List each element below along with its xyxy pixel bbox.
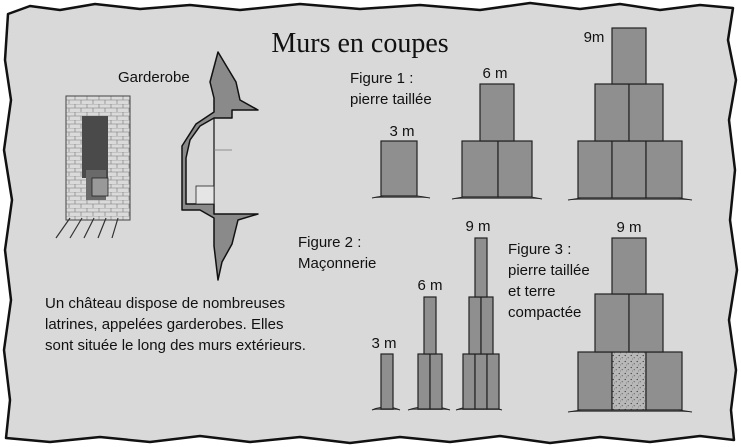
figure1-label-line-1: Figure 1 : — [350, 70, 414, 87]
figure3-label-line-4: compactée — [508, 304, 582, 321]
figure3-label-line-2: pierre taillée — [508, 262, 590, 279]
description-line-3: sont située le long des murs extérieurs. — [45, 337, 306, 354]
diagram-title: Murs en coupes — [271, 28, 449, 59]
figure2-wall-height-6m: 6 m — [417, 277, 443, 294]
figure1-label-line-2: pierre taillée — [350, 91, 432, 108]
description-line-1: Un château dispose de nombreuses — [45, 295, 286, 312]
figure3-label-line-1: Figure 3 : — [508, 241, 572, 258]
garderobe-label: Garderobe — [118, 69, 190, 86]
figure1-wall-height-6m: 6 m — [482, 65, 508, 82]
description-line-2: latrines, appelées garderobes. Elles — [45, 316, 284, 333]
garderobe-interior-illustration — [56, 96, 130, 238]
figure3-label-line-3: et terre — [508, 283, 556, 300]
figure1-wall-height-9m: 9m — [583, 29, 605, 46]
figure2-label-line-1: Figure 2 : — [298, 234, 362, 251]
figure2-wall-height-3m: 3 m — [371, 335, 397, 352]
figure2-label-line-2: Maçonnerie — [298, 255, 377, 272]
figure3-wall-height-9m: 9 m — [616, 219, 642, 236]
figure2-wall-height-9m: 9 m — [465, 218, 491, 235]
figure1-wall-height-3m: 3 m — [389, 123, 415, 140]
